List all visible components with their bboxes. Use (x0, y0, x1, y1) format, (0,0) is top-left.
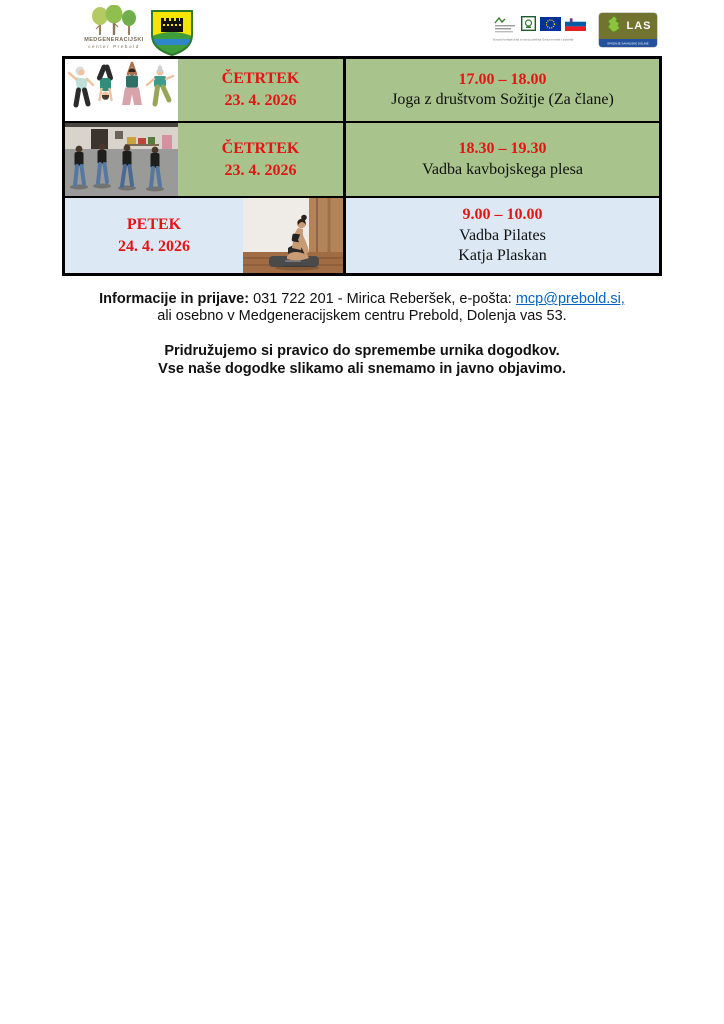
header (0, 0, 724, 56)
event-date: 23. 4. 2026 (224, 92, 297, 109)
contact-line2: ali osebno v Medgeneracijskem centru Prebold, Dolenja vas 53. (157, 308, 567, 324)
event-time: 17.00 – 18.00 (458, 70, 547, 88)
event-day: ČETRTEK (221, 70, 300, 88)
las-leaf-icon (605, 15, 623, 38)
prebold-coat-of-arms (150, 9, 194, 62)
event-date: 24. 4. 2026 (118, 237, 190, 255)
rural-development-logo (493, 15, 517, 38)
leader-logo (521, 16, 536, 36)
event-date: 23. 4. 2026 (224, 161, 297, 179)
las-label: LAS (626, 20, 652, 32)
mcp-logo-line1: MEDGENERACIJSKI (84, 37, 144, 43)
disclaimer-line1: Pridružujemo si pravico do spremembe urnika dogodkov. (164, 343, 560, 359)
line-dance-photo (65, 123, 178, 196)
event-details-cell (343, 198, 659, 273)
event-date-cell (178, 123, 343, 196)
event-day: ČETRTEK (221, 139, 300, 157)
disclaimer (0, 343, 724, 378)
exercise-illustration (65, 59, 178, 121)
event-time: 18.30 – 19.30 (458, 140, 547, 158)
disclaimer-line2: Vse naše dogodke slikamo ali snemamo in javno objavimo. (158, 360, 566, 377)
event-title: Vadba kavbojskega plesa (422, 160, 583, 178)
mcp-logo-line2: center Prebold (88, 44, 140, 49)
slovenia-flag-icon (565, 17, 586, 36)
event-details-cell (343, 123, 659, 196)
event-title: Vadba Pilates (459, 226, 546, 244)
eu-funding-caption: Evropski kmetijski sklad za razvoj podeželja: Evropa investira v podeželje (493, 38, 574, 42)
mcp-logo (82, 5, 146, 49)
table-row (65, 196, 659, 273)
event-day: PETEK (126, 215, 182, 233)
las-subtitle: SPODNJE SAVINJSKE DOLINE (607, 41, 649, 45)
contact-line1 (0, 291, 724, 308)
event-instructor: Katja Plaskan (458, 247, 547, 265)
contact-info (0, 291, 724, 325)
event-title: Joga z društvom Sožitje (Za člane) (391, 91, 614, 109)
email-link[interactable]: mcp@prebold.si, (515, 291, 625, 307)
pilates-photo (243, 198, 343, 273)
event-details-cell (343, 59, 659, 121)
table-row (65, 59, 659, 121)
eu-flag-icon (540, 17, 561, 36)
event-date-cell (178, 59, 343, 121)
event-date-cell (65, 198, 243, 273)
contact-text: 031 722 201 - Mirica Reberšek, e-pošta: (249, 291, 516, 307)
event-time: 9.00 – 10.00 (462, 205, 543, 223)
eu-partner-logos (493, 16, 595, 43)
trees-icon (82, 5, 146, 37)
table-row (65, 121, 659, 196)
contact-label: Informacije in prijave: (99, 291, 250, 307)
las-logo (599, 13, 657, 47)
event-schedule-table (62, 56, 662, 276)
